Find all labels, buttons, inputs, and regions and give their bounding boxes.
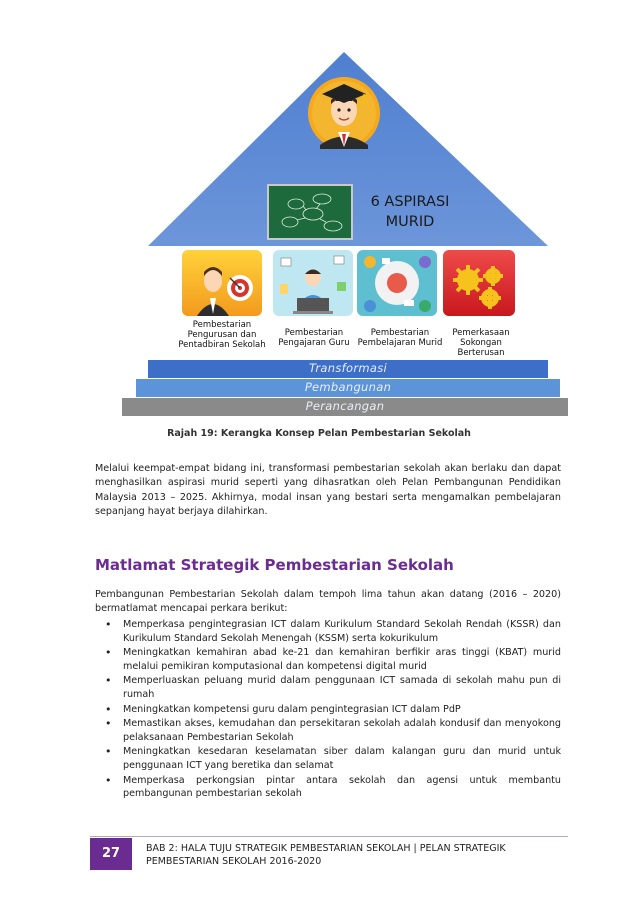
pillar-label-pengajaran: Pembestarian Pengajaran Guru — [278, 328, 350, 348]
layer-pembangunan: Pembangunan — [304, 380, 392, 394]
page-number: 27 — [90, 838, 132, 870]
footer-divider — [90, 836, 568, 837]
figure-caption: Rajah 19: Kerangka Konsep Pelan Pembestarian Sekolah — [167, 428, 471, 439]
layer-perancangan: Perancangan — [305, 399, 385, 413]
list-item: • Meningkatkan kemahiran abad ke-21 dan kemahiran berfikir aras tinggi (KBAT) murid melalui pemikiran komputasional dan kompetensi digital murid — [95, 646, 561, 673]
aspirasi-title-line2: MURID — [385, 214, 435, 230]
list-item: • Memperluaskan peluang murid dalam penggunaan ICT samada di sekolah mahu pun di rumah — [95, 674, 561, 701]
framework-figure — [0, 0, 638, 430]
section-intro: Pembangunan Pembestarian Sekolah dalam tempoh lima tahun akan datang (2016 – 2020) bermatlamat mencapai perkara berikut: — [95, 589, 561, 615]
list-item: • Meningkatkan kesedaran keselamatan siber dalam kalangan guru dan murid untuk penggunaan ICT yang beretika dan selamat — [95, 745, 561, 772]
intro-paragraph: Melalui keempat-empat bidang ini, transformasi pembestarian sekolah akan berlaku dan dapat menghasilkan aspirasi murid seperti yang dihasratkan oleh Pelan Pembangunan Pendidikan Malaysia 2013 – 2025. Akhirnya, modal insan yang bestari serta mengamalkan pembelajaran sepanjang hayat berjaya dilahirkan. — [95, 463, 561, 518]
students-collaboration-icon — [357, 250, 437, 316]
aspirasi-title-line1: 6 ASPIRASI — [370, 194, 450, 210]
list-item: • Memperkasa perkongsian pintar antara sekolah dan agensi untuk membantu pembangunan pembestarian sekolah — [95, 774, 561, 801]
pillar-label-sokongan: Pemerkasaan Sokongan Berterusan — [452, 328, 510, 358]
list-item: • Memperkasa pengintegrasian ICT dalam Kurikulum Standard Sekolah Rendah (KSSR) dan Kurikulum Standard Sekolah Menengah (KSSM) serta kokurikulum — [95, 618, 561, 645]
footer-text: BAB 2: HALA TUJU STRATEGIK PEMBESTARIAN SEKOLAH | PELAN STRATEGIK PEMBESTARIAN SEKOLAH 2016-2020 — [146, 843, 506, 867]
layer-transformasi: Transformasi — [308, 361, 388, 375]
pillar-label-pengurusan: Pembestarian Pengurusan dan Pentadbiran Sekolah — [178, 320, 266, 350]
graduate-student-icon — [308, 77, 380, 149]
list-item: • Meningkatkan kompetensi guru dalam pengintegrasian ICT dalam PdP — [95, 703, 561, 717]
list-item: • Memastikan akses, kemudahan dan persekitaran sekolah adalah kondusif dan menyokong pelaksanaan Pembestarian Sekolah — [95, 717, 561, 744]
gears-icon — [443, 250, 515, 316]
manager-target-icon — [182, 250, 262, 316]
section-heading: Matlamat Strategik Pembestarian Sekolah — [95, 556, 454, 574]
goals-list — [95, 618, 561, 802]
teacher-laptop-icon — [273, 250, 353, 316]
pillar-label-pembelajaran: Pembestarian Pembelajaran Murid — [357, 328, 443, 348]
chalkboard-icon — [268, 185, 352, 239]
